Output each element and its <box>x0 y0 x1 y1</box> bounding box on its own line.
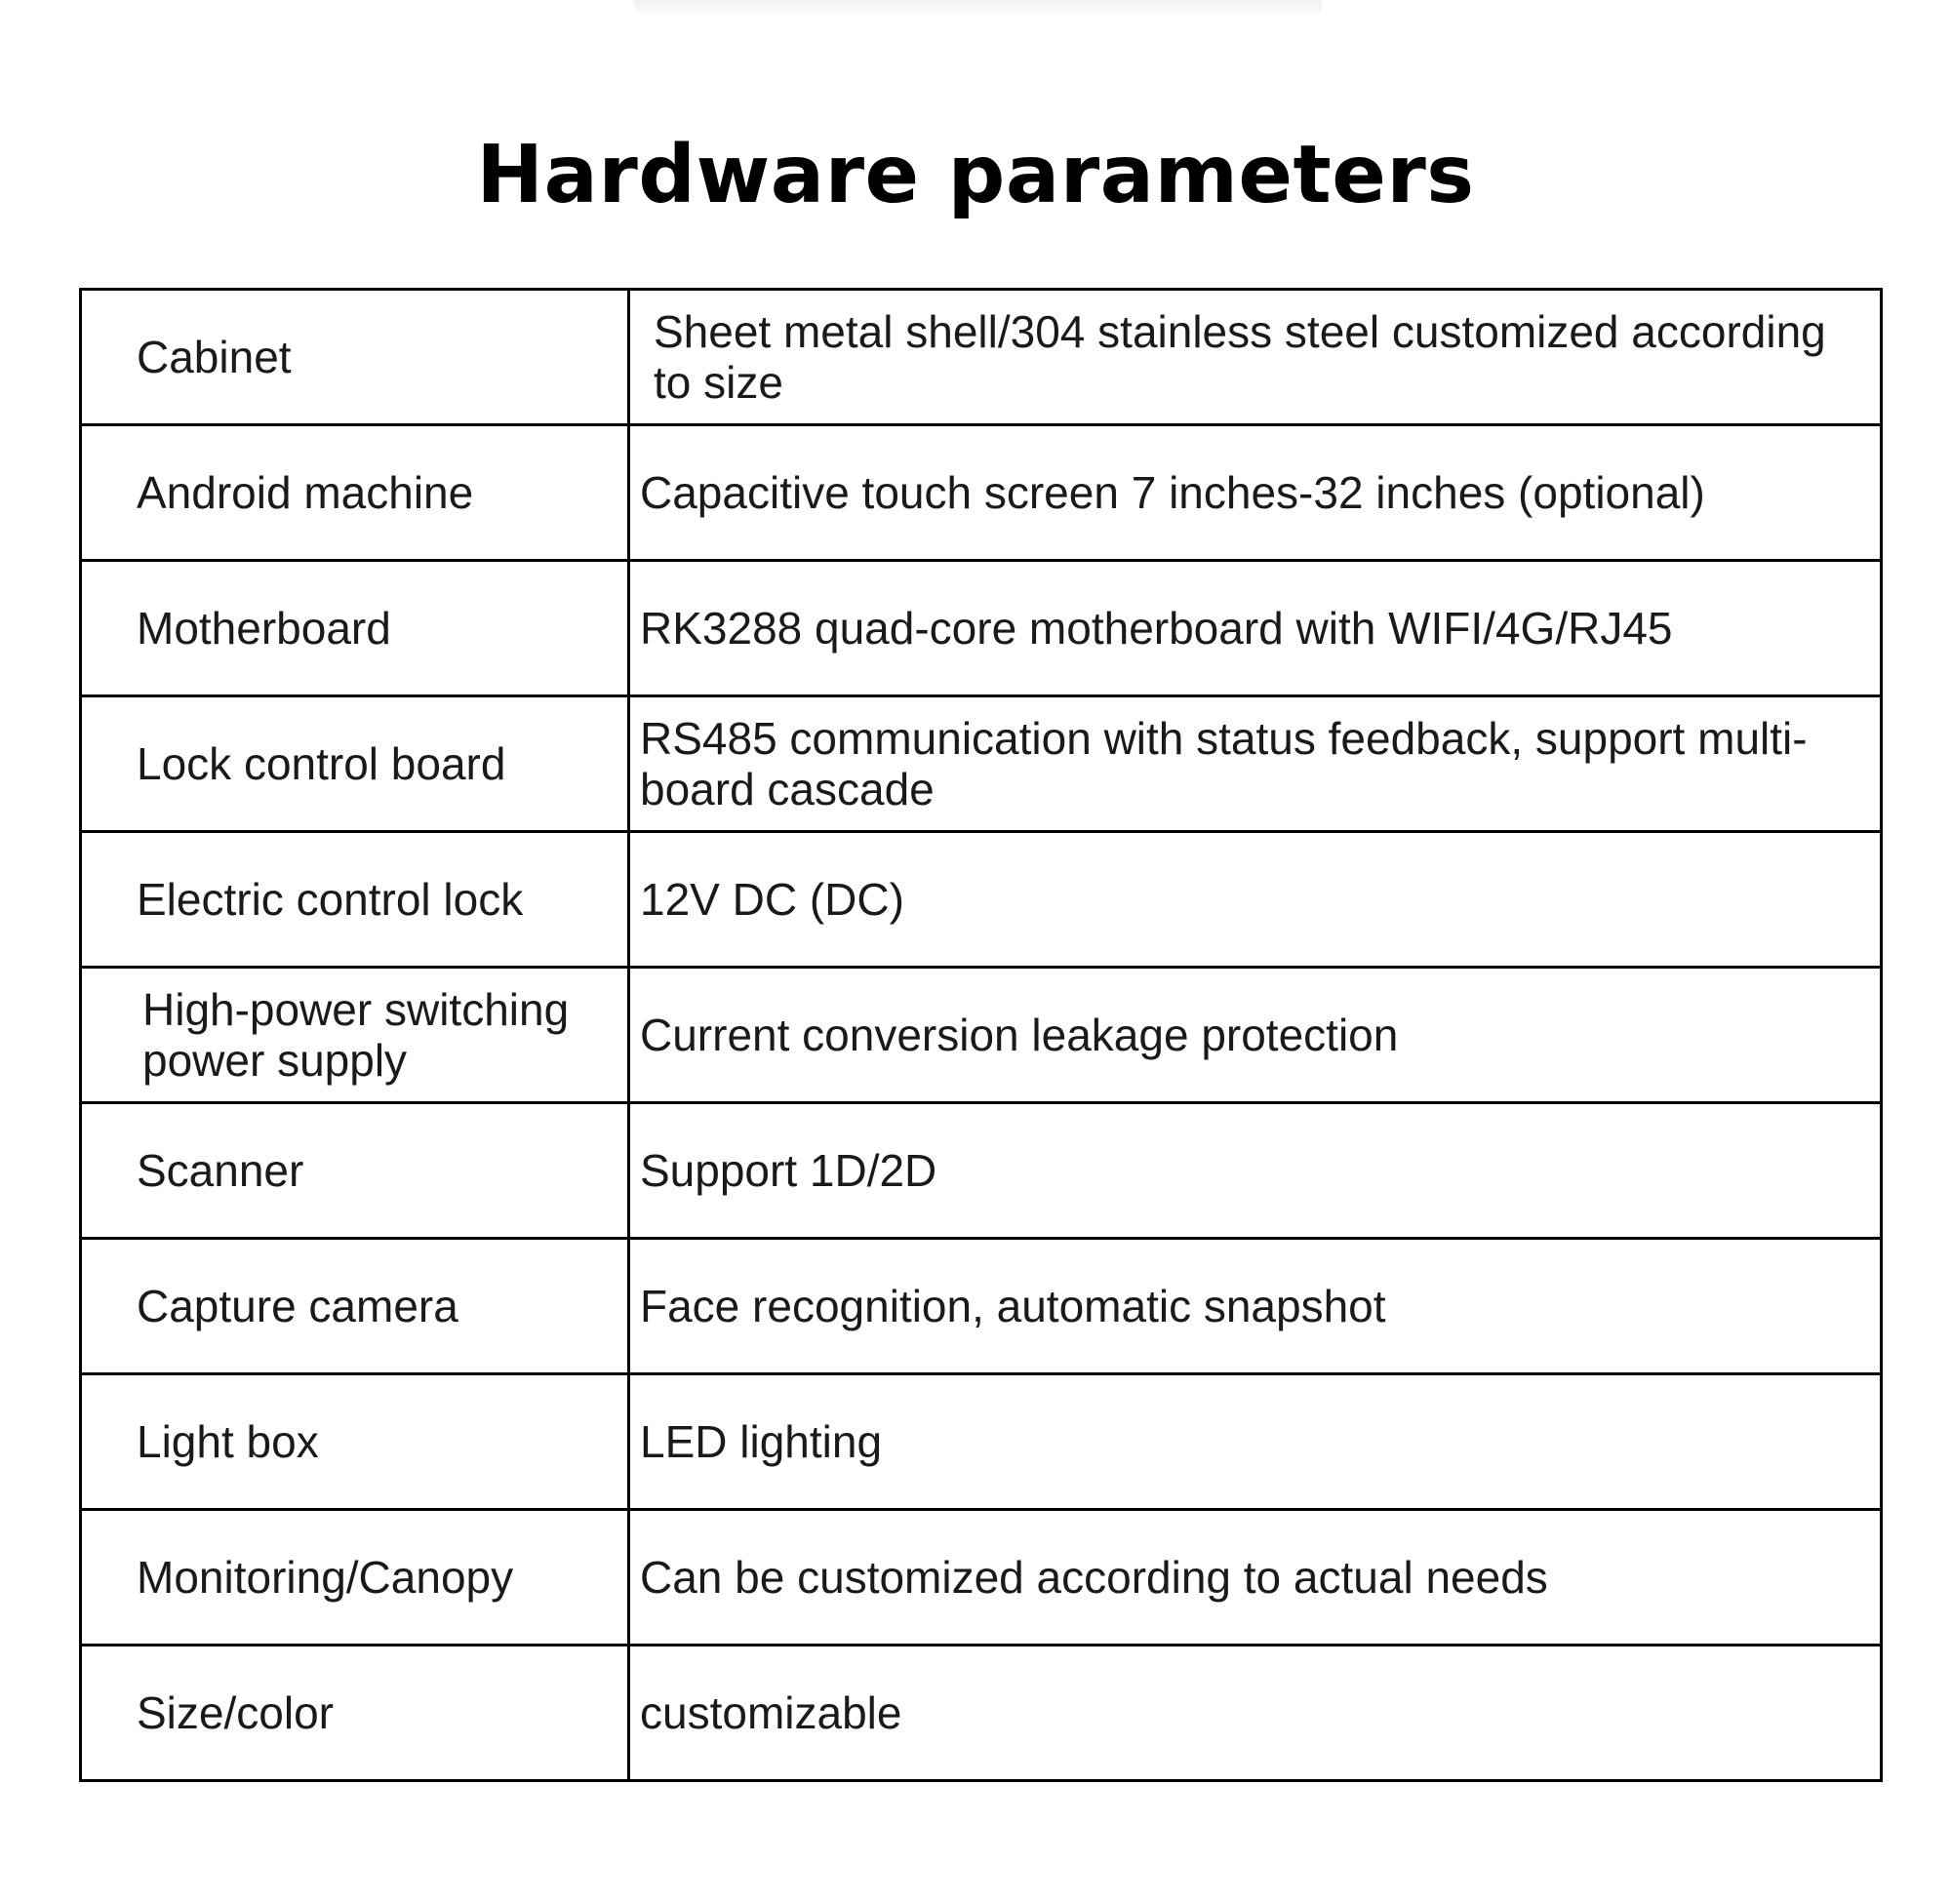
parameter-name: Light box <box>81 1374 629 1510</box>
table-row <box>81 425 1882 561</box>
parameter-name: Size/color <box>81 1646 629 1781</box>
table-row <box>81 1374 1882 1510</box>
parameter-value: LED lighting <box>629 1374 1882 1510</box>
parameter-name: Monitoring/Canopy <box>81 1510 629 1646</box>
parameter-value: Face recognition, automatic snapshot <box>629 1239 1882 1374</box>
table-row <box>81 1646 1882 1781</box>
table-row <box>81 1103 1882 1239</box>
table-row <box>81 290 1882 425</box>
parameter-value: customizable <box>629 1646 1882 1781</box>
parameter-name: Electric control lock <box>81 832 629 968</box>
parameter-name: High-power switching power supply <box>81 968 629 1103</box>
parameter-value: Capacitive touch screen 7 inches-32 inches (optional) <box>629 425 1882 561</box>
parameter-value: 12V DC (DC) <box>629 832 1882 968</box>
top-divider-strip <box>634 0 1322 14</box>
parameter-value: Sheet metal shell/304 stainless steel customized according to size <box>629 290 1882 425</box>
parameter-name: Lock control board <box>81 696 629 832</box>
table-row <box>81 696 1882 832</box>
table-row <box>81 968 1882 1103</box>
parameter-name: Motherboard <box>81 561 629 696</box>
parameter-name: Scanner <box>81 1103 629 1239</box>
table-row <box>81 1510 1882 1646</box>
page-title: Hardware parameters <box>476 129 1475 221</box>
parameter-value: Current conversion leakage protection <box>629 968 1882 1103</box>
parameter-name: Cabinet <box>81 290 629 425</box>
parameter-value: RK3288 quad-core motherboard with WIFI/4G/RJ45 <box>629 561 1882 696</box>
table-row <box>81 1239 1882 1374</box>
parameter-value: RS485 communication with status feedback, support multi-board cascade <box>629 696 1882 832</box>
parameter-name: Capture camera <box>81 1239 629 1374</box>
parameter-value: Support 1D/2D <box>629 1103 1882 1239</box>
parameter-value: Can be customized according to actual needs <box>629 1510 1882 1646</box>
table-row <box>81 832 1882 968</box>
hardware-parameters-table <box>79 288 1883 1782</box>
parameter-name: Android machine <box>81 425 629 561</box>
table-row <box>81 561 1882 696</box>
